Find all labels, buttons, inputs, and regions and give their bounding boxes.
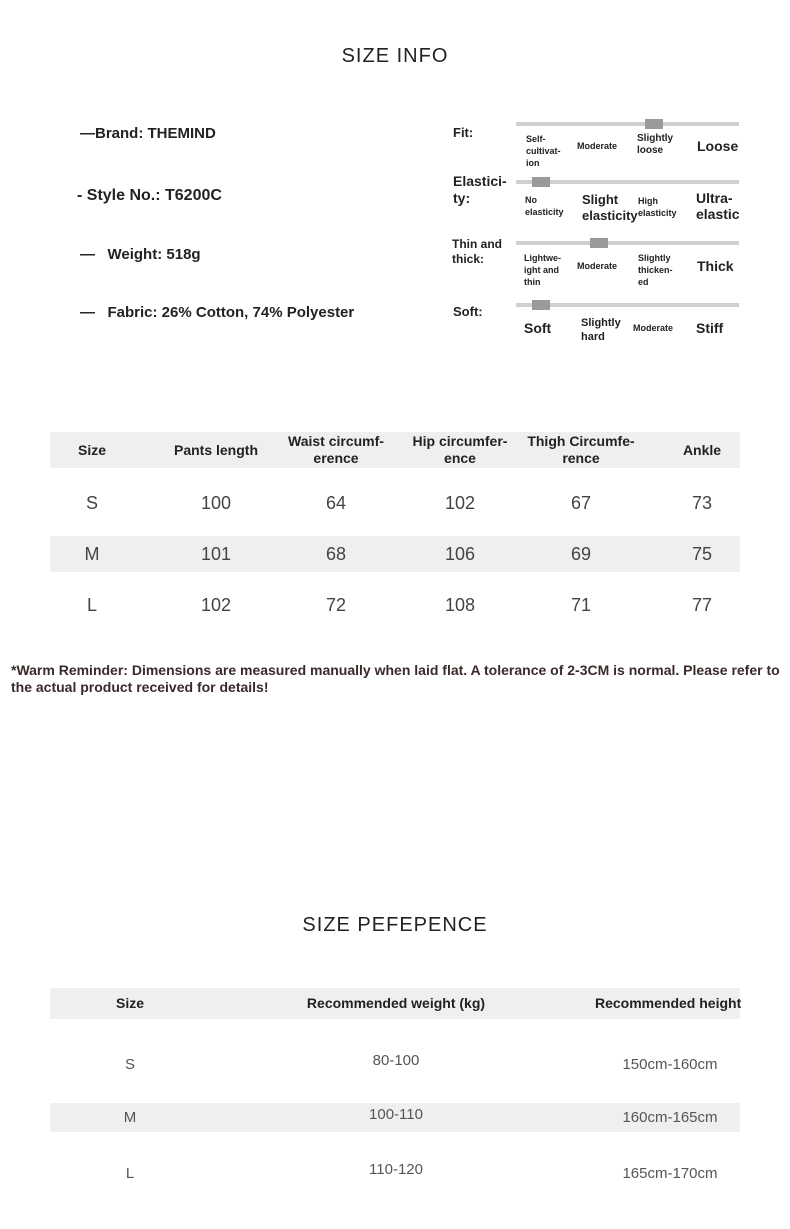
thickness-option-2: Moderate (577, 261, 618, 271)
cell-pants-length: 100 (200, 492, 232, 513)
reference-cell-height: 165cm-170cm (622, 1164, 718, 1182)
thickness-track (516, 241, 739, 245)
thickness-option-3: Slightly thicken-ed (638, 253, 673, 287)
table-row (50, 536, 740, 572)
reference-cell-height: 160cm-165cm (622, 1109, 718, 1126)
cell-ankle: 73 (691, 492, 713, 513)
size-table-header-row (50, 432, 740, 468)
header-thigh: Thigh Circumfe-rence (527, 433, 635, 466)
cell-thigh: 69 (570, 543, 592, 564)
softness-scale (516, 300, 739, 356)
fit-track (516, 122, 739, 126)
size-reference-title: SIZE PEFEPENCE (302, 914, 488, 936)
elasticity-option-2: Slight elasticity (582, 192, 638, 223)
softness-option-3: Moderate (633, 323, 674, 333)
table-row (50, 1155, 740, 1191)
cell-hip: 108 (444, 594, 476, 615)
thickness-option-1: Lightwe-ight and thin (524, 253, 561, 287)
elasticity-scale (516, 177, 739, 233)
header-ankle: Ankle (682, 441, 722, 458)
cell-size: L (86, 594, 97, 615)
header-waist: Waist circumf-erence (288, 433, 384, 466)
cell-hip: 102 (444, 492, 476, 513)
table-row (50, 585, 740, 625)
fit-marker (645, 119, 663, 129)
cell-size: S (85, 492, 98, 513)
elasticity-label: Elastici-ty: (453, 173, 507, 206)
fabric-info: — Fabric: 26% Cotton, 74% Polyester (80, 304, 355, 321)
cell-ankle: 75 (691, 543, 713, 564)
thickness-scale (516, 238, 739, 294)
size-table (50, 432, 740, 632)
reference-header-row (50, 988, 740, 1019)
cell-size: M (84, 543, 100, 564)
size-reference-table (50, 988, 740, 1208)
thickness-option-4: Thick (697, 258, 734, 274)
fit-option-4: Loose (697, 138, 739, 154)
softness-marker (532, 300, 550, 310)
reference-cell-weight: 100-110 (369, 1106, 423, 1123)
reference-cell-weight: 110-120 (369, 1160, 423, 1178)
reference-cell-size: L (125, 1164, 135, 1182)
elasticity-option-3: High elasticity (638, 196, 677, 218)
header-pants-length: Pants length (173, 441, 258, 458)
thickness-label: Thin and thick: (452, 237, 502, 266)
elasticity-option-1: No elasticity (525, 195, 564, 217)
table-row (50, 1103, 740, 1132)
fit-option-1: Self-cultivat-ion (526, 134, 561, 168)
cell-thigh: 71 (570, 594, 592, 615)
header-size: Size (77, 441, 106, 458)
softness-option-4: Stiff (696, 320, 724, 336)
thickness-marker (590, 238, 608, 248)
weight-info: — Weight: 518g (80, 246, 201, 263)
softness-label: Soft: (453, 304, 483, 319)
cell-waist: 72 (325, 594, 347, 615)
style-number-info: - Style No.: T6200C (77, 187, 222, 204)
softness-option-1: Soft (524, 320, 552, 336)
fit-scale (516, 119, 739, 175)
cell-waist: 64 (325, 492, 347, 513)
reference-cell-size: S (124, 1055, 135, 1073)
reference-cell-weight: 80-100 (372, 1051, 420, 1069)
brand-info: —Brand: THEMIND (80, 125, 216, 142)
header-hip: Hip circumfer-ence (412, 433, 508, 466)
cell-pants-length: 101 (200, 543, 232, 564)
reference-header-weight: Recommended weight (kg) (306, 995, 486, 1011)
table-row (50, 483, 740, 523)
cell-waist: 68 (325, 543, 347, 564)
cell-thigh: 67 (570, 492, 592, 513)
fit-label: Fit: (453, 125, 474, 140)
warm-reminder: *Warm Reminder: Dimensions are measured manually when laid flat. A tolerance of 2-3CM is normal. Please refer to the actual product received for details! (11, 662, 780, 695)
cell-ankle: 77 (691, 594, 713, 615)
reference-cell-height: 150cm-160cm (622, 1055, 718, 1073)
size-info-title: SIZE INFO (341, 45, 449, 67)
cell-pants-length: 102 (200, 594, 232, 615)
reference-header-height: Recommended height (595, 995, 742, 1011)
softness-option-2: Slightly hard (581, 317, 621, 343)
cell-hip: 106 (444, 543, 476, 564)
fit-option-2: Moderate (577, 141, 618, 151)
table-row (50, 1046, 740, 1082)
fit-option-3: Slightly loose (637, 133, 674, 156)
reference-header-size: Size (115, 995, 144, 1011)
elasticity-option-4: Ultra-elastic (696, 190, 740, 222)
elasticity-marker (532, 177, 550, 187)
reference-cell-size: M (123, 1109, 137, 1126)
